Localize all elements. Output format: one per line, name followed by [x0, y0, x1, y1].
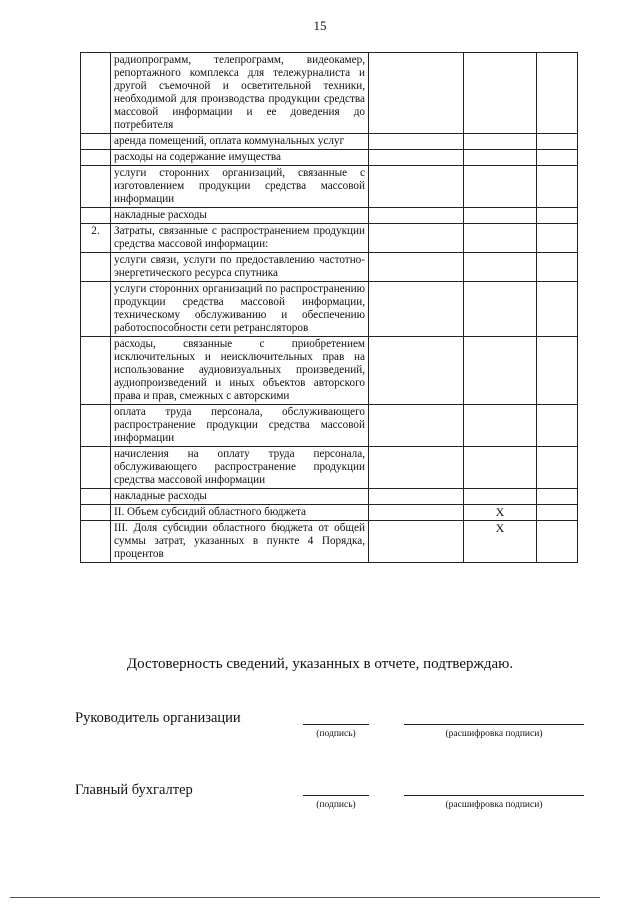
row-number-cell: [81, 166, 111, 208]
row-value-cell: [464, 253, 537, 282]
table-row: [81, 224, 578, 253]
row-description-cell: оплата труда персонала, обслуживающего распространение продукции средства массовой информации: [111, 405, 369, 447]
row-value-cell: [464, 150, 537, 166]
row-description-cell: накладные расходы: [111, 489, 369, 505]
row-value-cell: [369, 505, 464, 521]
table-row: [81, 489, 578, 505]
table-row: [81, 134, 578, 150]
row-description-cell: накладные расходы: [111, 208, 369, 224]
row-value-cell: [537, 521, 578, 563]
confirmation-statement: Достоверность сведений, указанных в отчете, подтверждаю.: [126, 656, 514, 672]
row-value-cell: [369, 253, 464, 282]
director-signature-hint: (подпись): [316, 729, 356, 739]
row-value-cell: [464, 405, 537, 447]
table-row: [81, 447, 578, 489]
row-value-cell: [537, 282, 578, 337]
row-number-cell: 2.: [81, 224, 111, 253]
row-description-cell: III. Доля субсидии областного бюджета от общей суммы затрат, указанных в пункте 4 Порядка, процентов: [111, 521, 369, 563]
row-value-cell: [464, 489, 537, 505]
row-value-cell: [369, 447, 464, 489]
row-value-cell: [537, 224, 578, 253]
row-value-cell: [464, 337, 537, 405]
row-value-cell: [537, 134, 578, 150]
row-value-cell: [464, 53, 537, 134]
page-number: 15: [313, 18, 327, 33]
bottom-rule: [10, 897, 600, 898]
table-row: [81, 282, 578, 337]
row-value-cell: [537, 53, 578, 134]
row-value-cell: [537, 337, 578, 405]
row-value-cell: [537, 208, 578, 224]
row-description-cell: начисления на оплату труда персонала, обслуживающего распространение продукции средства массовой информации: [111, 447, 369, 489]
row-number-cell: [81, 405, 111, 447]
director-label: Руководитель организации: [75, 710, 241, 726]
accountant-name-hint: (расшифровка подписи): [445, 800, 543, 810]
row-value-cell: [369, 405, 464, 447]
row-number-cell: [81, 53, 111, 134]
row-number-cell: [81, 282, 111, 337]
row-value-cell: [537, 405, 578, 447]
row-value-cell: [369, 134, 464, 150]
accountant-signature-hint: (подпись): [316, 800, 356, 810]
row-value-cell: X: [464, 505, 537, 521]
row-number-cell: [81, 447, 111, 489]
row-value-cell: [369, 337, 464, 405]
row-description-cell: услуги сторонних организаций по распространению продукции средства массовой информации, техническому обслуживанию и обеспечению работоспособности сети ретрансляторов: [111, 282, 369, 337]
row-value-cell: [369, 53, 464, 134]
row-value-cell: [369, 224, 464, 253]
row-value-cell: [537, 489, 578, 505]
table-row: [81, 521, 578, 563]
row-number-cell: [81, 337, 111, 405]
table-row: [81, 53, 578, 134]
row-value-cell: [537, 253, 578, 282]
row-description-cell: услуги сторонних организаций, связанные с изготовлением продукции средства массовой информации: [111, 166, 369, 208]
table-row: [81, 166, 578, 208]
row-value-cell: [369, 282, 464, 337]
row-number-cell: [81, 150, 111, 166]
row-value-cell: [537, 505, 578, 521]
row-value-cell: [369, 150, 464, 166]
director-name-hint: (расшифровка подписи): [445, 729, 543, 739]
row-value-cell: [464, 166, 537, 208]
row-value-cell: [464, 208, 537, 224]
row-value-cell: [464, 134, 537, 150]
row-value-cell: [369, 489, 464, 505]
report-table: [80, 52, 578, 563]
table-row: [81, 208, 578, 224]
row-value-cell: [464, 447, 537, 489]
row-value-cell: [369, 166, 464, 208]
row-value-cell: [464, 282, 537, 337]
row-number-cell: [81, 208, 111, 224]
chief-accountant-label: Главный бухгалтер: [75, 782, 193, 798]
table-row: [81, 253, 578, 282]
row-description-cell: расходы, связанные с приобретением исключительных и неисключительных прав на использование аудиовизуальных произведений, аудиопроизведений и иных объектов авторского права и прав, смежных с авторскими: [111, 337, 369, 405]
row-value-cell: [464, 224, 537, 253]
accountant-signature-line[interactable]: [303, 795, 369, 796]
row-value-cell: X: [464, 521, 537, 563]
row-description-cell: услуги связи, услуги по предоставлению частотно-энергетического ресурса спутника: [111, 253, 369, 282]
row-number-cell: [81, 521, 111, 563]
table-row: [81, 150, 578, 166]
row-value-cell: [369, 521, 464, 563]
director-name-line[interactable]: [404, 724, 584, 725]
row-number-cell: [81, 505, 111, 521]
row-value-cell: [537, 150, 578, 166]
row-number-cell: [81, 134, 111, 150]
row-description-cell: расходы на содержание имущества: [111, 150, 369, 166]
row-description-cell: Затраты, связанные с распространением продукции средства массовой информации:: [111, 224, 369, 253]
accountant-name-line[interactable]: [404, 795, 584, 796]
table-row: [81, 337, 578, 405]
director-signature-line[interactable]: [303, 724, 369, 725]
row-number-cell: [81, 489, 111, 505]
row-value-cell: [369, 208, 464, 224]
row-number-cell: [81, 253, 111, 282]
table-row: [81, 505, 578, 521]
table-row: [81, 405, 578, 447]
row-value-cell: [537, 447, 578, 489]
row-description-cell: аренда помещений, оплата коммунальных услуг: [111, 134, 369, 150]
row-value-cell: [537, 166, 578, 208]
row-description-cell: радиопрограмм, телепрограмм, видеокамер, репортажного комплекса для тележурналиста и другой съемочной и осветительной техники, необходимой для производства продукции средства массовой информации и ее доведения до потребителя: [111, 53, 369, 134]
row-description-cell: II. Объем субсидий областного бюджета: [111, 505, 369, 521]
report-table-body: [81, 53, 578, 563]
